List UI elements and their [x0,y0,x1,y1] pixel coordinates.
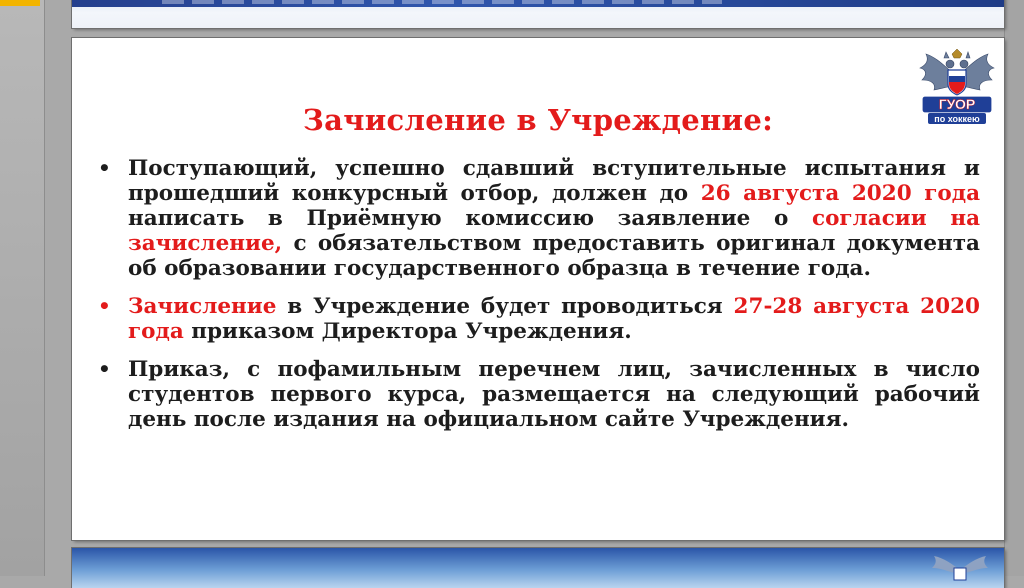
logo-line2: по хоккею [934,114,980,124]
vertical-scrollbar[interactable] [1004,0,1024,576]
list-item [98,294,980,344]
current-slide[interactable] [72,38,1004,540]
bullet-dot-icon: • [98,156,111,180]
slide-thumbnail-panel [0,0,45,576]
list-item [98,156,980,281]
eagle-emblem-icon [930,554,990,584]
list-item [98,357,980,432]
slide-title: Зачисление в Учреждение: [302,103,774,137]
item-text: написать в Приёмную комиссию заявление о [128,206,812,231]
item-text: Поступающий, успешно сдавший вступительные испытания и прошедший конкурсный отбор, должен до [128,156,980,206]
enrollment-dates: 27-28 августа 2020 года [128,294,980,344]
next-slide[interactable] [72,548,1004,588]
item-text: с обязательством предоставить оригинал документа об образовании государственного образца в течение года. [128,231,980,281]
item-text: в Учреждение будет проводиться [276,294,734,319]
bullet-dot-icon: • [98,357,111,381]
deadline-date: 26 августа 2020 года [700,181,980,206]
logo-line1: ГУОР [938,96,976,112]
bullet-list [98,156,980,445]
bullet-dot-icon: • [98,294,111,318]
previous-slide[interactable] [72,0,1004,28]
previous-slide-caption [162,0,722,4]
enrollment-word: Зачисление [128,294,277,319]
item-text: приказом Директора Учреждения. [183,319,632,344]
item-text: Приказ, с пофамильным перечнем лиц, зачисленных в число студентов первого курса, размещается на следующий рабочий день после издания на официальном сайте Учреждения. [128,357,980,432]
consent-phrase: согласии на зачисление, [128,206,980,256]
selection-accent [0,0,40,6]
